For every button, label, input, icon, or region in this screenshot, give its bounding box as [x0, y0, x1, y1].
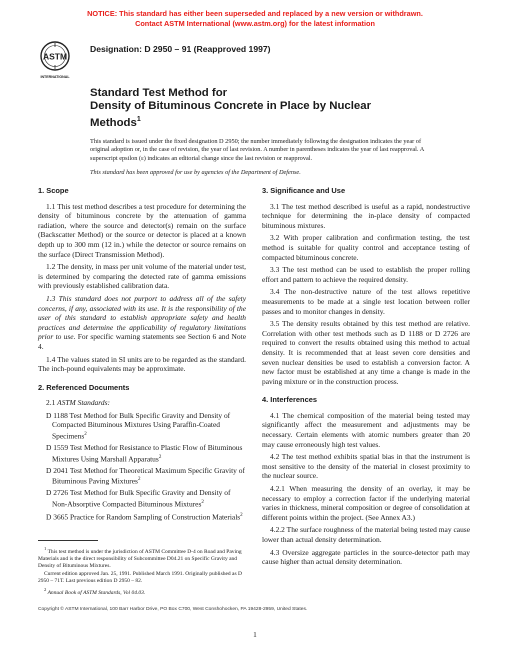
significance-heading: 3. Significance and Use [262, 186, 346, 195]
para-4-1: 4.1 The chemical composition of the material being tested may significantly affect the measurement and adjustments may be necessary. Certain elements with atomic numbers greater than 20 may cause erroneously high test values. [262, 410, 470, 449]
reference-d1559-mark: 2 [158, 454, 162, 460]
references-heading: 2. Referenced Documents [38, 382, 130, 392]
footnote-1-text: This test method is under the jurisdiction of ASTM Committee D-4 on Road and Paving Materials and is the direct responsibility of Subcommittee D04.21 on Specific Gravity and Density of Bituminous Mixtures. [38, 548, 242, 570]
dod-statement: This standard has been approved for use by agencies of the Department of Defense. [90, 168, 301, 176]
footnote-1-edition: Current edition approved Jan. 25, 1991. Published March 1991. Originally published as D 2950 – 71T. Last previous edition D 2950 – 82. [38, 571, 242, 585]
title-line-3-text: Methods [90, 117, 137, 130]
para-2-1-label: ASTM Standards: [57, 398, 110, 408]
para-3-2: 3.2 With proper calibration and confirmation testing, the test method is suitable for quality control and acceptance testing of compacted bituminous concrete. [262, 233, 470, 262]
footnote-1-mark: 1 [44, 546, 47, 551]
para-4-2: 4.2 The test method exhibits spatial bias in that the instrument is most sensitive to the density of the material in closest proximity to the nuclear source. [262, 452, 470, 481]
title-footnote-mark: 1 [136, 116, 141, 124]
notice-line-2: Contact ASTM International (www.astm.org) for the latest information [135, 18, 375, 28]
title-line-1: Standard Test Method for [90, 87, 228, 99]
reference-d2041-text: D 2041 Test Method for Theoretical Maximum Specific Gravity of Bituminous Paving Mixtures [46, 465, 245, 486]
astm-logo-icon [38, 40, 72, 80]
reference-d2726 [38, 488, 246, 509]
para-1-3-italic: 1.3 This standard does not purport to address all of the safety concerns, if any, associated with its use. It is the responsibility of the user of this standard to establish appropriate safety and health practices and determine the applicability of regulatory limitations prior to use. [38, 293, 246, 342]
reference-d2041-mark: 2 [137, 477, 141, 483]
title-line-3 [90, 113, 450, 130]
footnote-rule [38, 540, 98, 541]
reference-d1188-mark: 2 [84, 432, 87, 438]
para-4-2-1: 4.2.1 When measuring the density of an overlay, it may be necessary to employ a correction factor if the underlying material varies in thickness, mineral composition or degree of consolidation at different points within the project. (See Annex A3.) [262, 484, 470, 522]
para-3-4: 3.4 The non-destructive nature of the test allows repetitive measurements to be made at a single test location between roller passes and to monitor changes in density. [262, 287, 470, 316]
reference-d2726-text: D 2726 Test Method for Bulk Specific Gravity and Density of Non-Absorptive Compacted Bituminous Mixtures [46, 488, 231, 509]
footnote-2 [38, 586, 246, 597]
para-2-1 [38, 398, 246, 408]
page-number: 1 [253, 630, 257, 639]
para-3-3: 3.3 The test method can be used to establish the proper rolling effort and pattern to achieve the required density. [262, 265, 470, 284]
svg-text:ASTM: ASTM [42, 51, 68, 62]
notice-line-1: NOTICE: This standard has either been superseded and replaced by a new version or withdrawn. [87, 9, 423, 18]
title-line-2: Density of Bituminous Concrete in Place by Nuclear [90, 100, 372, 113]
para-1-4: 1.4 The values stated in SI units are to be regarded as the standard. The inch-pound equivalents may be approximate. [38, 354, 246, 374]
para-4-3: 4.3 Oversize aggregate particles in the source-detector path may cause higher than actual density determination. [262, 547, 470, 567]
reference-d1559 [38, 443, 246, 464]
footnote-1 [38, 545, 246, 570]
reference-d1188-text: D 1188 Test Method for Bulk Specific Gravity and Density of Compacted Bituminous Mixtures Using Paraffin-Coated Specimens [46, 410, 231, 441]
para-1-1: 1.1 This test method describes a test procedure for determining the density of bituminous concrete by the attenuation of gamma radiation, where the source and detector(s) remain on the surface (Backscatter Method) or the source or detector is placed at a known depth up to 300 mm (12 in.) while the detector or source remains on the surface (Direct Transmission Method). [38, 201, 246, 259]
footnote-2-text: Annual Book of ASTM Standards, Vol 04.03. [46, 590, 146, 597]
para-1-3-rest: For specific warning statements see Section 6 and Note 4. [38, 332, 246, 351]
designation: Designation: D 2950 – 91 (Reapproved 1997) [90, 44, 271, 54]
reference-d1559-text: D 1559 Test Method for Resistance to Plastic Flow of Bituminous Mixtures Using Marshall Apparatus [46, 443, 243, 464]
copyright: Copyright © ASTM International, 100 Barr Harbor Drive, PO Box C700, West Conshohocken, PA 19428-2959, United States. [38, 607, 308, 612]
para-3-5: 3.5 The density results obtained by this test method are relative. Correlation with other test methods such as D 1188 or D 2726 are required to convert the results obtained using this method to actual density. It is recommended that at least seven core densities and seven nuclear densities be used to establish a conversion factor. A new factor must be established at any time a change is made in the paving mixture or in the construction process. [262, 319, 470, 386]
para-4-2-2: 4.2.2 The surface roughness of the material being tested may cause lower than actual density determination. [262, 525, 470, 544]
scope-heading: 1. Scope [38, 186, 69, 195]
withdrawn-notice [0, 9, 510, 28]
para-1-3 [38, 294, 246, 352]
reference-d2726-mark: 2 [201, 500, 204, 506]
intro-block [90, 138, 428, 177]
footnotes [38, 545, 246, 598]
issued-statement: This standard is issued under the fixed designation D 2950; the number immediately following the designation indicates the year of original adoption or, in the case of revision, the year of last revision. A number in parentheses indicates the year of last reapproval. A superscript epsilon (ε) indicates an editorial change since the last revision or reapproval. [90, 138, 424, 162]
reference-d3665 [38, 511, 246, 522]
interferences-heading: 4. Interferences [262, 395, 317, 405]
reference-d1188 [38, 411, 246, 441]
right-column [262, 186, 470, 570]
para-1-2: 1.2 The density, in mass per unit volume of the material under test, is determined by comparing the detected rate of gamma emissions with previously established calibration data. [38, 262, 246, 291]
reference-d3665-mark: 2 [240, 513, 243, 519]
footnote-2-mark: 2 [44, 587, 47, 593]
page-title [90, 87, 450, 130]
svg-text:INTERNATIONAL: INTERNATIONAL [40, 75, 70, 79]
para-2-1-num: 2.1 [46, 398, 58, 408]
left-column [38, 186, 246, 524]
reference-d2041 [38, 466, 246, 487]
reference-d3665-text: D 3665 Practice for Random Sampling of Construction Materials [46, 512, 241, 522]
para-3-1: 3.1 The test method described is useful as a rapid, nondestructive technique for determining the in-place density of compacted bituminous mixtures. [262, 201, 470, 230]
